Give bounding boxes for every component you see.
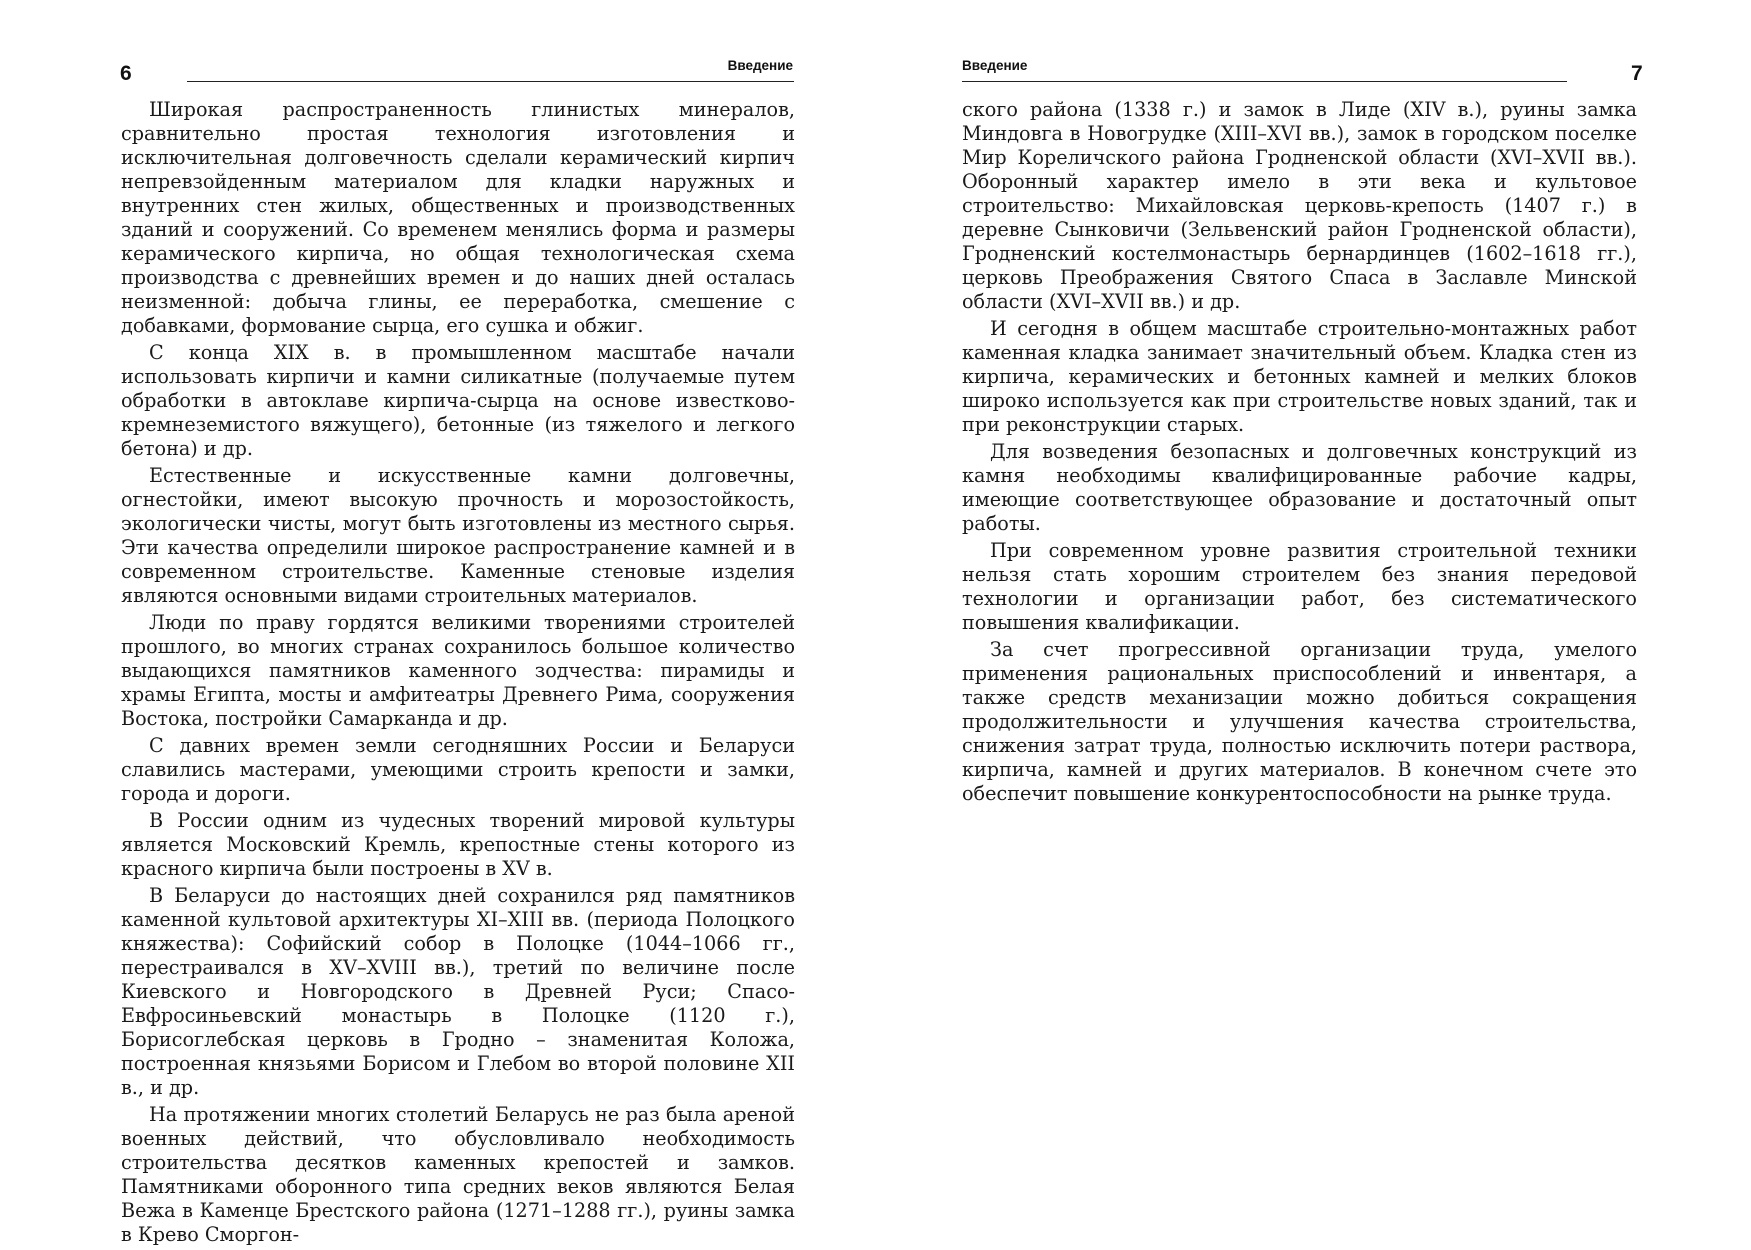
body-text	[121, 98, 795, 1250]
running-head: Введение	[962, 58, 1028, 73]
running-head: Введение	[727, 58, 793, 73]
paragraph: Для возведения безопасных и долговечных конструкций из камня необходимы квалифицированные рабочие кадры, имеющие соответствующее образование и достаточный опыт работы.	[962, 440, 1637, 535]
page-number: 6	[120, 62, 132, 85]
header-rule	[187, 81, 794, 82]
body-text	[962, 98, 1637, 809]
header-rule	[962, 81, 1567, 82]
paragraph: На протяжении многих столетий Беларусь не раз была ареной военных действий, что обусловливало необходимость строительства десятков каменных крепостей и замков. Памятниками оборонного типа средних веков являются Белая Вежа в Каменце Брестского района (1271–1288 гг.), руины замка в Крево Сморгон-	[121, 1103, 795, 1246]
paragraph: При современном уровне развития строительной техники нельзя стать хорошим строителем без знания передовой технологии и организации работ, без систематического повышения квалификации.	[962, 539, 1637, 634]
paragraph: Естественные и искусственные камни долговечны, огнестойки, имеют высокую прочность и морозостойкость, экологически чисты, могут быть изготовлены из местного сырья. Эти качества определили широкое распространение камней и в современном строительстве. Каменные стеновые изделия являются основными видами строительных материалов.	[121, 464, 795, 607]
paragraph: С конца XIX в. в промышленном масштабе начали использовать кирпичи и камни силикатные (получаемые путем обработки в автоклаве кирпича-сырца на основе известково-кремнеземистого вяжущего), бетонные (из тяжелого и легкого бетона) и др.	[121, 341, 795, 460]
paragraph: С давних времен земли сегодняшних России и Беларуси славились мастерами, умеющими строить крепости и замки, города и дороги.	[121, 734, 795, 805]
right-page	[876, 0, 1751, 1240]
paragraph: Широкая распространенность глинистых минералов, сравнительно простая технология изготовления и исключительная долговечность сделали керамический кирпич непревзойденным материалом для кладки наружных и внутренних стен жилых, общественных и производственных зданий и сооружений. Со временем менялись форма и размеры керамического кирпича, но общая технологическая схема производства с древнейших времен и до наших дней осталась неизменной: добыча глины, ее переработка, смешение с добавками, формование сырца, его сушка и обжиг.	[121, 98, 795, 337]
paragraph: И сегодня в общем масштабе строительно-монтажных работ каменная кладка занимает значительный объем. Кладка стен из кирпича, керамических и бетонных камней и мелких блоков широко используется как при строительстве новых зданий, так и при реконструкции старых.	[962, 317, 1637, 436]
paragraph: В Беларуси до настоящих дней сохранился ряд памятников каменной культовой архитектуры XI–XIII вв. (периода Полоцкого княжества): Софийский собор в Полоцке (1044–1066 гг., перестраивался в XV–XVIII вв.), третий по величине после Киевского и Новгородского в Древней Руси; Спасо-Евфросиньевский монастырь в Полоцке (1120 г.), Борисоглебская церковь в Гродно – знаменитая Коложа, построенная князьями Борисом и Глебом во второй половине XII в., и др.	[121, 884, 795, 1099]
paragraph: За счет прогрессивной организации труда, умелого применения рациональных приспособлений и инвентаря, а также средств механизации можно добиться сокращения продолжительности и улучшения качества строительства, снижения затрат труда, полностью исключить потери раствора, кирпича, камней и других материалов. В конечном счете это обеспечит повышение конкурентоспособности на рынке труда.	[962, 638, 1637, 805]
paragraph: В России одним из чудесных творений мировой культуры является Московский Кремль, крепостные стены которого из красного кирпича были построены в XV в.	[121, 809, 795, 880]
paragraph: Люди по праву гордятся великими творениями строителей прошлого, во многих странах сохранилось большое количество выдающихся памятников каменного зодчества: пирамиды и храмы Египта, мосты и амфитеатры Древнего Рима, сооружения Востока, постройки Самарканда и др.	[121, 611, 795, 730]
page-number: 7	[1631, 62, 1643, 85]
continued-paragraph: ского района (1338 г.) и замок в Лиде (XIV в.), руины замка Миндовга в Новогрудке (XIII–XVI вв.), замок в городском поселке Мир Кореличского района Гродненской области (XVI–XVII вв.). Оборонный характер имело в эти века и культовое строительство: Михайловская церковь-крепость (1407 г.) в деревне Сынковичи (Зельвенский район Гродненской области), Гродненский костелмонастырь бернардинцев (1602–1618 гг.), церковь Преображения Святого Спаса в Заславле Минской области (XVI–XVII вв.) и др.	[962, 98, 1637, 313]
left-page	[0, 0, 875, 1246]
